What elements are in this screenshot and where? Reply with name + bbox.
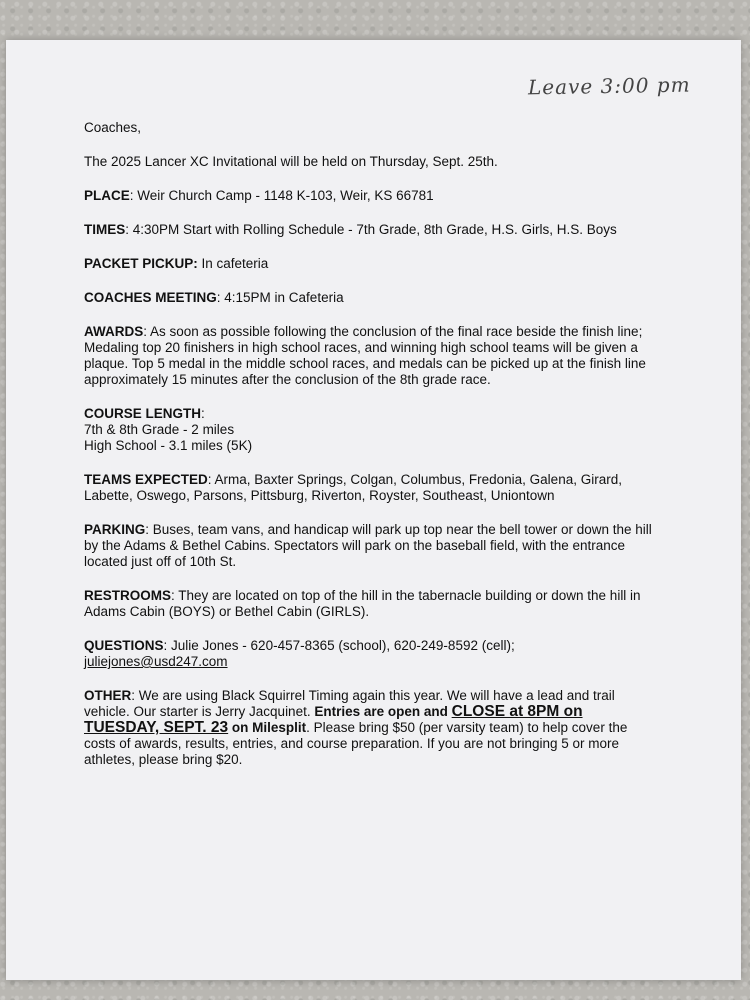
paper-sheet — [6, 40, 741, 980]
questions-section — [84, 638, 654, 670]
times-text: : 4:30PM Start with Rolling Schedule - 7th Grade, 8th Grade, H.S. Girls, H.S. Boys — [125, 222, 617, 237]
restrooms-section — [84, 588, 654, 620]
parking-section — [84, 522, 654, 570]
other-label: OTHER — [84, 688, 132, 703]
place-section — [84, 188, 654, 204]
packet-section — [84, 256, 654, 272]
parking-text: : Buses, team vans, and handicap will park up top near the bell tower or down the hill by the Adams & Bethel Cabins. Spectators will park on the baseball field, with the entrance located just off of 10th St. — [84, 522, 652, 569]
meeting-label: COACHES MEETING — [84, 290, 217, 305]
packet-label: PACKET PICKUP: — [84, 256, 198, 271]
teams-text: : Arma, Baxter Springs, Colgan, Columbus, Fredonia, Galena, Girard, Labette, Oswego, Parsons, Pittsburg, Riverton, Royster, Southeast, Uniontown — [84, 472, 622, 503]
meeting-section — [84, 290, 654, 306]
course-line-2: High School - 3.1 miles (5K) — [84, 438, 253, 453]
course-colon: : — [201, 406, 205, 421]
awards-label: AWARDS — [84, 324, 144, 339]
place-label: PLACE — [84, 188, 130, 203]
questions-label: QUESTIONS — [84, 638, 164, 653]
restrooms-label: RESTROOMS — [84, 588, 172, 603]
course-line-1: 7th & 8th Grade - 2 miles — [84, 422, 235, 437]
parking-label: PARKING — [84, 522, 146, 537]
questions-text: : Julie Jones - 620-457-8365 (school), 620-249-8592 (cell); — [163, 638, 515, 653]
teams-section — [84, 472, 654, 504]
times-label: TIMES — [84, 222, 126, 237]
close-deadline-text: CLOSE at 8PM on TUESDAY, SEPT. 23 — [84, 703, 583, 736]
times-section — [84, 222, 654, 238]
greeting: Coaches, — [84, 120, 142, 135]
awards-text: : As soon as possible following the conclusion of the final race beside the finish line; Medaling top 20 finishers in high school races, and winning high school teams will be given a plaque. Top 5 medal in the middle school races, and medals can be picked up at the finish line approximately 15 minutes after the conclusion of the 8th grade race. — [84, 324, 646, 387]
entries-open-text: Entries are open and — [314, 704, 452, 719]
teams-label: TEAMS EXPECTED — [84, 472, 208, 487]
letter-body — [84, 120, 654, 786]
other-text-1: : We are using Black Squirrel Timing again this year. We will have a lead and trail vehicle. Our starter is Jerry Jacquinet. — [84, 688, 615, 719]
place-text: : Weir Church Camp - 1148 K-103, Weir, KS 66781 — [129, 188, 434, 203]
contact-email-link[interactable]: juliejones@usd247.com — [84, 654, 228, 669]
course-label: COURSE LENGTH — [84, 406, 202, 421]
packet-text: In cafeteria — [197, 256, 269, 271]
course-section — [84, 406, 654, 454]
awards-section — [84, 324, 654, 388]
milesplit-text: on Milesplit — [228, 720, 307, 735]
other-section — [84, 688, 654, 768]
restrooms-text: : They are located on top of the hill in the tabernacle building or down the hill in Adams Cabin (BOYS) or Bethel Cabin (GIRLS). — [84, 588, 641, 619]
intro-line: The 2025 Lancer XC Invitational will be held on Thursday, Sept. 25th. — [84, 154, 498, 169]
meeting-text: : 4:15PM in Cafeteria — [216, 290, 344, 305]
other-text-2: . Please bring $50 (per varsity team) to help cover the costs of awards, results, entries, and course preparation. If you are not bringing 5 or more athletes, please bring $20. — [84, 720, 628, 767]
handwritten-note: Leave 3:00 pm — [528, 72, 692, 100]
